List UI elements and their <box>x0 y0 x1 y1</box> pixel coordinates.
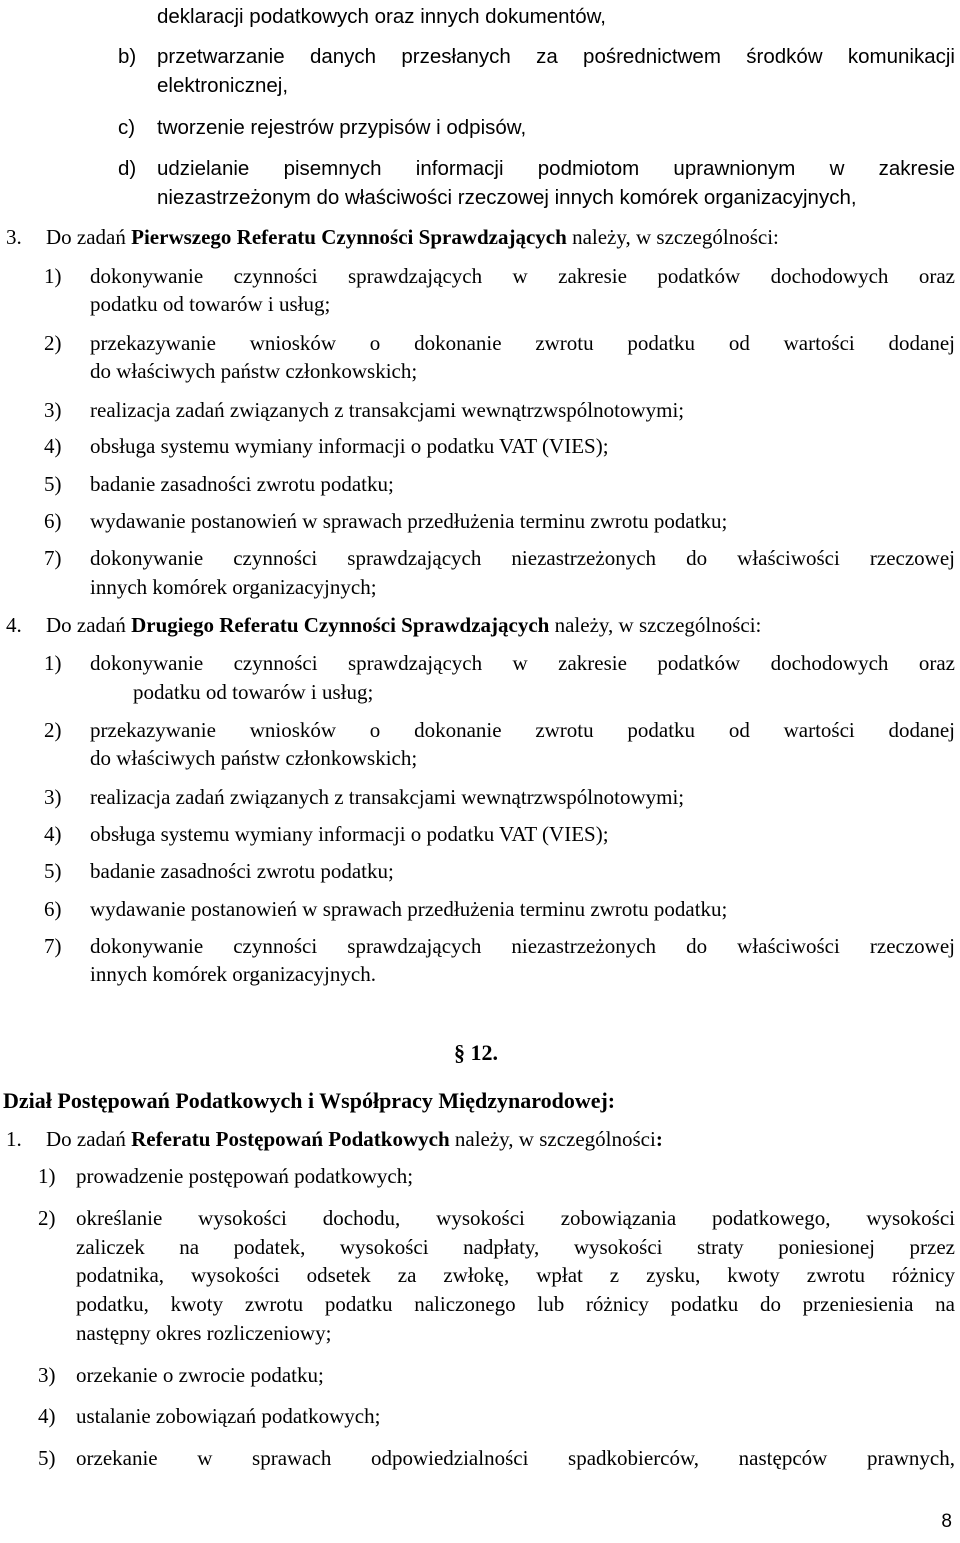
s4-item-3-line1: realizacja zadań związanych z transakcjami wewnątrzwspólnotowymi; <box>90 785 685 809</box>
s1-item-4-number: 4) <box>38 1404 56 1428</box>
s1-item-2-line4: podatku, kwoty zwrotu podatku naliczonego lub różnicy podatku do przeniesienia na <box>76 1292 955 1316</box>
s3-item-1-line2: podatku od towarów i usług; <box>90 292 331 316</box>
s4-item-7-line2: innych komórek organizacyjnych. <box>90 962 376 986</box>
s1-item-1-line1: prowadzenie postępowań podatkowych; <box>76 1164 414 1188</box>
s1-item-5-line1: orzekanie w sprawach odpowiedzialności spadkobierców, następców prawnych, <box>76 1446 955 1470</box>
s4-item-1-line2: podatku od towarów i usług; <box>133 680 374 704</box>
s1-item-1-number: 1) <box>38 1164 56 1188</box>
s3-item-7-line1: dokonywanie czynności sprawdzających niezastrzeżonych do właściwości rzeczowej <box>90 546 955 570</box>
s1-item-2-line3: podatnika, wysokości odsetek za zwłokę, wpłat z zysku, kwoty zwrotu różnicy <box>76 1263 955 1287</box>
s3-item-3-number: 3) <box>44 398 62 422</box>
s1-item-4-line1: ustalanie zobowiązań podatkowych; <box>76 1404 381 1428</box>
s4-item-2-line2: do właściwych państw członkowskich; <box>90 746 418 770</box>
list-label-b: b) <box>118 45 137 68</box>
s1-item-2-line2: zaliczek na podatek, wysokości nadpłaty, wysokości straty poniesionej przez <box>76 1235 955 1259</box>
s4-item-6-line1: wydawanie postanowień w sprawach przedłużenia terminu zwrotu podatku; <box>90 897 728 921</box>
s3-item-2-line1: przekazywanie wniosków o dokonanie zwrotu podatku od wartości dodanej <box>90 331 955 355</box>
s3-item-1-number: 1) <box>44 264 62 288</box>
s4-item-4-line1: obsługa systemu wymiany informacji o podatku VAT (VIES); <box>90 822 609 846</box>
s3-item-2-line2: do właściwych państw członkowskich; <box>90 359 418 383</box>
list-item-c-line1: tworzenie rejestrów przypisów i odpisów, <box>157 116 527 139</box>
s3-item-6-line1: wydawanie postanowień w sprawach przedłużenia terminu zwrotu podatku; <box>90 509 728 533</box>
s4-item-2-line1: przekazywanie wniosków o dokonanie zwrotu podatku od wartości dodanej <box>90 718 955 742</box>
s4-item-2-number: 2) <box>44 718 62 742</box>
page-number: 8 <box>941 1511 952 1532</box>
s4-item-3-number: 3) <box>44 785 62 809</box>
list-item-d-line2: niezastrzeżonym do właściwości rzeczowej innych komórek organizacyjnych, <box>157 186 857 209</box>
s3-item-1-line1: dokonywanie czynności sprawdzających w zakresie podatków dochodowych oraz <box>90 264 955 288</box>
section-4-number: 4. <box>6 613 22 637</box>
s4-item-6-number: 6) <box>44 897 62 921</box>
s3-item-7-line2: innych komórek organizacyjnych; <box>90 575 377 599</box>
s3-item-2-number: 2) <box>44 331 62 355</box>
s3-item-7-number: 7) <box>44 546 62 570</box>
s3-item-5-number: 5) <box>44 472 62 496</box>
s4-item-1-line1: dokonywanie czynności sprawdzających w zakresie podatków dochodowych oraz <box>90 651 955 675</box>
s3-item-4-number: 4) <box>44 434 62 458</box>
section-1-referat-name: Referatu Postępowań Podatkowych <box>131 1127 450 1151</box>
section-4-intro: Do zadań Drugiego Referatu Czynności Sprawdzających należy, w szczególności: <box>46 613 762 637</box>
s1-item-2-line5: następny okres rozliczeniowy; <box>76 1321 332 1345</box>
s3-item-6-number: 6) <box>44 509 62 533</box>
section-3-number: 3. <box>6 225 22 249</box>
list-item-b-line2: elektronicznej, <box>157 74 289 97</box>
s4-item-4-number: 4) <box>44 822 62 846</box>
section-3-referat-name: Pierwszego Referatu Czynności Sprawdzających <box>131 225 567 249</box>
section-4-referat-name: Drugiego Referatu Czynności Sprawdzających <box>131 613 550 637</box>
s3-item-5-line1: badanie zasadności zwrotu podatku; <box>90 472 394 496</box>
s4-item-5-line1: badanie zasadności zwrotu podatku; <box>90 859 394 883</box>
paragraph-number: § 12. <box>454 1040 498 1065</box>
list-item-b-line1: przetwarzanie danych przesłanych za pośrednictwem środków komunikacji <box>157 45 955 68</box>
list-label-c: c) <box>118 116 136 139</box>
section-1-intro: Do zadań Referatu Postępowań Podatkowych należy, w szczególności: <box>46 1127 663 1151</box>
section-3-intro: Do zadań Pierwszego Referatu Czynności Sprawdzających należy, w szczególności: <box>46 225 779 249</box>
s1-item-2-number: 2) <box>38 1206 56 1230</box>
department-heading: Dział Postępowań Podatkowych i Współpracy Międzynarodowej: <box>3 1088 616 1113</box>
s1-item-3-line1: orzekanie o zwrocie podatku; <box>76 1363 324 1387</box>
s1-item-5-number: 5) <box>38 1446 56 1470</box>
s3-item-4-line1: obsługa systemu wymiany informacji o podatku VAT (VIES); <box>90 434 609 458</box>
s4-item-7-number: 7) <box>44 934 62 958</box>
s4-item-5-number: 5) <box>44 859 62 883</box>
list-item-a-continuation: deklaracji podatkowych oraz innych dokumentów, <box>157 5 606 28</box>
s1-item-2-line1: określanie wysokości dochodu, wysokości zobowiązania podatkowego, wysokości <box>76 1206 955 1230</box>
s4-item-1-number: 1) <box>44 651 62 675</box>
s1-item-3-number: 3) <box>38 1363 56 1387</box>
list-label-d: d) <box>118 157 137 180</box>
s4-item-7-line1: dokonywanie czynności sprawdzających niezastrzeżonych do właściwości rzeczowej <box>90 934 955 958</box>
s3-item-3-line1: realizacja zadań związanych z transakcjami wewnątrzwspólnotowymi; <box>90 398 685 422</box>
section-1-number: 1. <box>6 1127 22 1151</box>
list-item-d-line1: udzielanie pisemnych informacji podmiotom uprawnionym w zakresie <box>157 157 955 180</box>
